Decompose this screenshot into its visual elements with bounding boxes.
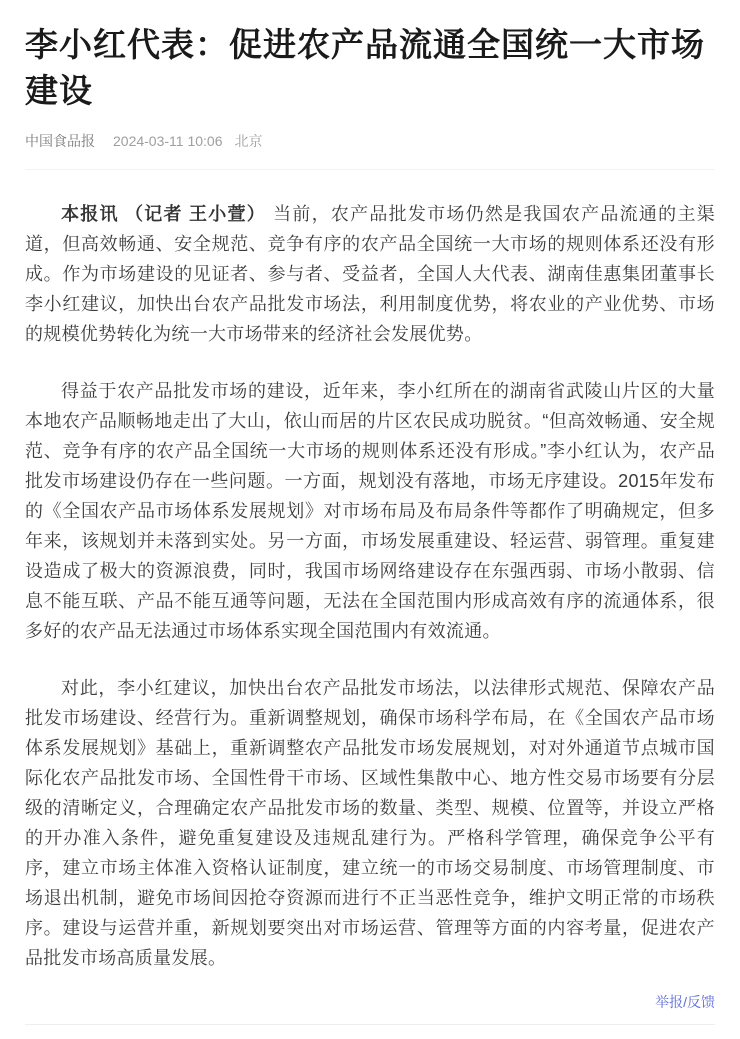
footer-divider <box>25 1024 715 1025</box>
paragraph-2 <box>25 376 715 646</box>
article-body <box>25 199 715 973</box>
publish-location: 北京 <box>234 133 263 149</box>
paragraph-1-lead: 本报讯 （记者 王小萱） <box>61 204 267 224</box>
footer-bar <box>25 992 715 1012</box>
paragraph-3-text: 对此，李小红建议，加快出台农产品批发市场法，以法律形式规范、保障农产品批发市场建设、经营行为。重新调整规划，确保市场科学布局，在《全国农产品市场体系发展规划》基础上，重新调整农产品批发市场发展规划，对对外通道节点城市国际化农产品批发市场、全国性骨干市场、区域性集散中心、地方性交易市场要有分层级的清晰定义，合理确定农产品批发市场的数量、类型、规模、位置等，并设立严格的开办准入条件，避免重复建设及违规乱建行为。严格科学管理，确保竞争公平有序，建立市场主体准入资格认证制度，建立统一的市场交易制度、市场管理制度、市场退出机制，避免市场间因抢夺资源而进行不正当恶性竞争，维护文明正常的市场秩序。建设与运营并重，新规划要突出对市场运营、管理等方面的内容考量，促进农产品批发市场高质量发展。 <box>25 678 715 968</box>
paragraph-1 <box>25 199 715 349</box>
byline <box>25 131 715 151</box>
paragraph-3 <box>25 673 715 973</box>
source-name[interactable]: 中国食品报 <box>25 133 95 149</box>
paragraph-1-text: 当前，农产品批发市场仍然是我国农产品流通的主渠道，但高效畅通、安全规范、竞争有序的农产品全国统一大市场的规则体系还没有形成。作为市场建设的见证者、参与者、受益者，全国人大代表、湖南佳惠集团董事长李小红建议，加快出台农产品批发市场法，利用制度优势，将农业的产业优势、市场的规模优势转化为统一大市场带来的经济社会发展优势。 <box>25 204 715 344</box>
article-title: 李小红代表：促进农产品流通全国统一大市场建设 <box>25 26 705 109</box>
publish-datetime: 2024-03-11 10:06 <box>113 133 223 149</box>
header-divider <box>25 169 715 170</box>
report-feedback-link[interactable]: 举报/反馈 <box>655 994 715 1010</box>
paragraph-2-text: 得益于农产品批发市场的建设，近年来，李小红所在的湖南省武陵山片区的大量本地农产品顺畅地走出了大山，依山而居的片区农民成功脱贫。“但高效畅通、安全规范、竞争有序的农产品全国统一大市场的规则体系还没有形成。”李小红认为，农产品批发市场建设仍存在一些问题。一方面，规划没有落地，市场无序建设。2015年发布的《全国农产品市场体系发展规划》对市场布局及布局条件等都作了明确规定，但多年来，该规划并未落到实处。另一方面，市场发展重建设、轻运营、弱管理。重复建设造成了极大的资源浪费，同时，我国市场网络建设存在东强西弱、市场小散弱、信息不能互联、产品不能互通等问题，无法在全国范围内形成高效有序的流通体系，很多好的农产品无法通过市场体系实现全国范围内有效流通。 <box>25 381 715 641</box>
